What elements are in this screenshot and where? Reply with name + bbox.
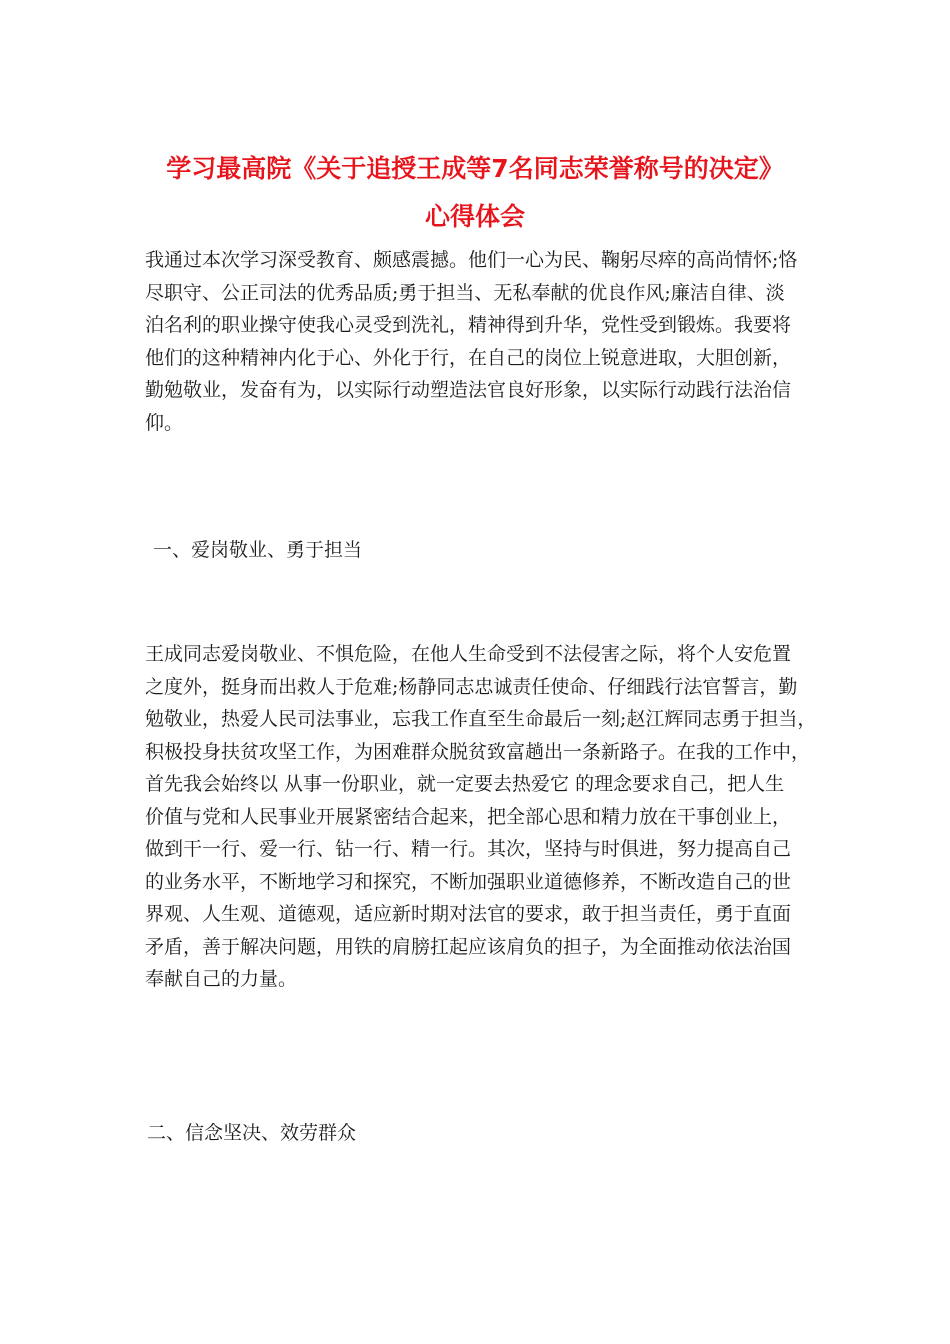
section1-line: 价值与党和人民事业开展紧密结合起来，把全部心思和精力放在干事创业上， (145, 805, 792, 828)
section1-line: 之度外，挺身而出救人于危难;杨静同志忠诚责任使命、仔细践行法官誓言，勤 (145, 675, 798, 698)
intro-line: 勤勉敬业，发奋有为，以实际行动塑造法官良好形象，以实际行动践行法治信 (145, 379, 792, 401)
document-title-line2: 心得体会 (424, 202, 525, 231)
intro-line: 他们的这种精神内化于心、外化于行，在自己的岗位上锐意进取，大胆创新， (145, 346, 792, 369)
section1-line: 的业务水平，不断地学习和探究，不断加强职业道德修养，不断改造自己的世 (145, 870, 792, 893)
intro-line: 我通过本次学习深受教育、颇感震撼。他们一心为民、鞠躬尽瘁的高尚情怀;恪 (145, 249, 798, 271)
intro-paragraph (145, 244, 825, 439)
section2-heading: 二、信念坚决、效劳群众 (147, 1122, 357, 1144)
section1-heading: 一、爱岗敬业、勇于担当 (153, 539, 363, 561)
section1-line: 界观、人生观、道德观，适应新时期对法官的要求，敢于担当责任，勇于直面 (145, 903, 792, 925)
section1-paragraph (145, 638, 825, 996)
section1-line: 勉敬业，热爱人民司法事业，忘我工作直至生命最后一刻;赵江辉同志勇于担当， (145, 708, 817, 730)
section1-line: 积极投身扶贫攻坚工作，为困难群众脱贫致富趟出一条新路子。在我的工作中， (145, 740, 811, 763)
section1-line: 奉献自己的力量。 (145, 968, 298, 990)
section1-line: 首先我会始终以 从事一份职业，就一定要去热爱它 的理念要求自己，把人生 (145, 773, 785, 795)
intro-line: 仰。 (145, 411, 184, 434)
intro-line: 尽职守、公正司法的优秀品质;勇于担当、无私奉献的优良作风;廉洁自律、淡 (145, 281, 785, 304)
intro-line: 泊名利的职业操守使我心灵受到洗礼，精神得到升华，党性受到锻炼。我要将 (145, 314, 792, 336)
document-title-line1: 学习最高院《关于追授王成等7名同志荣誉称号的决定》 (166, 154, 784, 183)
section1-line: 做到干一行、爱一行、钻一行、精一行。其次，坚持与时俱进，努力提高自己 (145, 838, 792, 860)
section1-line: 王成同志爱岗敬业、不惧危险，在他人生命受到不法侵害之际，将个人安危置 (145, 643, 792, 665)
section1-line: 矛盾，善于解决问题，用铁的肩膀扛起应该肩负的担子，为全面推动依法治国 (145, 935, 792, 958)
